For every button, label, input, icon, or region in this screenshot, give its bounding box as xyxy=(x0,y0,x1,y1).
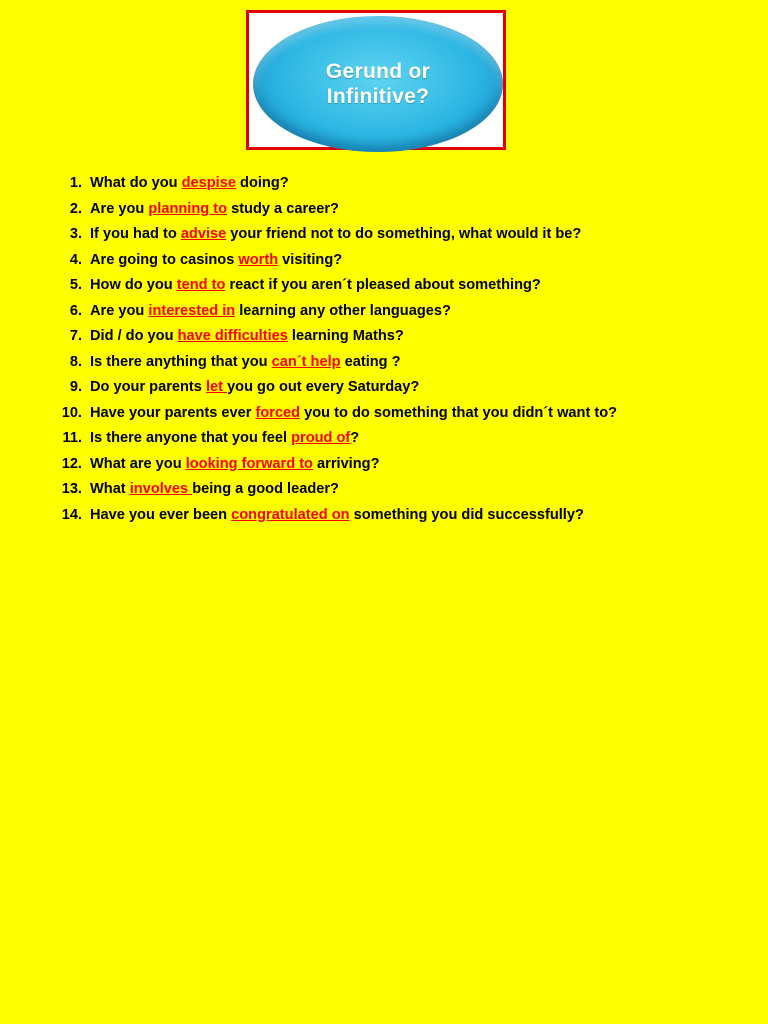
question-text xyxy=(90,426,359,452)
list-item xyxy=(52,299,752,325)
question-number: 8. xyxy=(69,353,82,370)
question-text-before: What do you xyxy=(90,175,182,191)
question-number: 11. xyxy=(62,430,82,446)
question-number: 9. xyxy=(69,379,82,395)
list-item xyxy=(52,197,752,223)
question-text-after: study a career? xyxy=(227,200,339,217)
highlighted-phrase: can´t help xyxy=(271,353,341,370)
question-text xyxy=(90,477,339,503)
question-text-after: learning any other languages? xyxy=(235,302,451,319)
question-text xyxy=(90,375,419,401)
list-item xyxy=(52,324,752,350)
highlighted-phrase: involves xyxy=(129,481,193,497)
question-text-after: learning Maths? xyxy=(287,328,404,344)
list-item xyxy=(52,452,752,478)
highlighted-phrase: tend to xyxy=(176,277,226,293)
list-item xyxy=(52,273,752,299)
question-text-before: Did / do you xyxy=(90,328,178,344)
question-text xyxy=(90,171,289,197)
question-text-after: being a good leader? xyxy=(192,481,339,497)
question-text-before: If you had to xyxy=(90,226,181,242)
list-item xyxy=(52,375,752,401)
question-text xyxy=(90,350,401,376)
title-oval-graphic xyxy=(253,16,503,152)
question-text xyxy=(90,503,584,529)
highlighted-phrase: looking forward to xyxy=(185,455,313,472)
question-text-before: Do your parents xyxy=(90,379,206,395)
question-text-after: arriving? xyxy=(312,455,380,472)
question-text xyxy=(90,452,379,478)
question-text-before: Are going to casinos xyxy=(90,251,239,268)
list-item xyxy=(52,477,752,503)
question-text-before: What are you xyxy=(90,455,186,472)
list-item xyxy=(52,426,752,452)
question-number: 12. xyxy=(61,455,82,472)
question-text-after: react if you aren´t pleased about something? xyxy=(225,277,541,293)
question-text-before: What xyxy=(90,481,130,497)
highlighted-phrase: proud of xyxy=(291,430,351,446)
highlighted-phrase: planning to xyxy=(148,200,228,217)
list-item xyxy=(52,350,752,376)
question-number: 14. xyxy=(61,506,82,523)
list-item xyxy=(52,401,752,427)
list-item xyxy=(52,222,752,248)
question-text-before: Are you xyxy=(90,302,149,319)
page-title xyxy=(326,59,430,109)
question-list xyxy=(52,171,752,528)
highlighted-phrase: congratulated on xyxy=(231,506,350,523)
question-text-after: doing? xyxy=(235,175,289,191)
question-number: 7. xyxy=(69,328,82,344)
question-number: 10. xyxy=(61,404,82,421)
title-line-1: Gerund or xyxy=(325,60,431,83)
title-frame xyxy=(246,10,506,150)
highlighted-phrase: forced xyxy=(255,404,301,421)
highlighted-phrase: worth xyxy=(238,251,279,268)
question-text-after: your friend not to do something, what would it be? xyxy=(226,226,582,242)
question-text-before: Have you ever been xyxy=(90,506,232,523)
question-text-after: you go out every Saturday? xyxy=(227,379,420,395)
question-text xyxy=(90,273,541,299)
list-item xyxy=(52,248,752,274)
question-text-before: Is there anything that you xyxy=(90,353,272,370)
question-number: 13. xyxy=(61,481,82,497)
question-number: 3. xyxy=(69,226,82,242)
question-text-after: visiting? xyxy=(278,251,343,268)
question-text-after: you to do something that you didn´t want to? xyxy=(300,404,618,421)
question-text-before: How do you xyxy=(90,277,177,293)
question-text-after: eating ? xyxy=(340,353,401,370)
question-text-after: ? xyxy=(350,430,360,446)
question-text-before: Have your parents ever xyxy=(90,404,256,421)
question-number: 4. xyxy=(69,251,82,268)
question-number: 2. xyxy=(69,200,82,217)
title-line-2: Infinitive? xyxy=(326,85,430,108)
question-text xyxy=(90,222,581,248)
highlighted-phrase: despise xyxy=(181,175,236,191)
list-item xyxy=(52,503,752,529)
list-item xyxy=(52,171,752,197)
question-number: 1. xyxy=(69,175,82,191)
question-text-before: Is there anyone that you feel xyxy=(90,430,292,446)
question-text-after: something you did successfully? xyxy=(349,506,584,523)
highlighted-phrase: let xyxy=(205,379,228,395)
question-text xyxy=(90,324,404,350)
question-text xyxy=(90,401,617,427)
highlighted-phrase: interested in xyxy=(148,302,236,319)
highlighted-phrase: advise xyxy=(180,226,227,242)
question-number: 5. xyxy=(69,277,82,293)
question-text xyxy=(90,248,342,274)
highlighted-phrase: have difficulties xyxy=(177,328,288,344)
question-text xyxy=(90,197,339,223)
question-text xyxy=(90,299,451,325)
question-number: 6. xyxy=(69,302,82,319)
question-text-before: Are you xyxy=(90,200,149,217)
